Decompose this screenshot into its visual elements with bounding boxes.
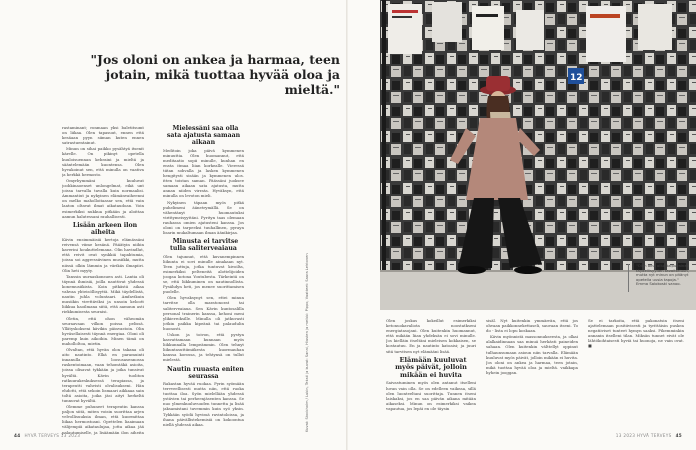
body-paragraph: Omyrbymmäni kuuluvat joohkinaoenset unlongelmat, eikä unt joissa tarvalla tavalla kuin normaalisi. Ammantiut ja nykyinen elämänvaiheenni on melko maholloitaasar sen, että vain laaton oltavat ilmat aikataudoan. Voin esimerkiksi nukkua pitkään ja aloittaa aamun halutessani rauhallisesti. (62, 177, 144, 219)
body-paragraph: sisäl. Nyt kuitenkin ymmärrän, että jos ohvaan paikkonnekettaseli, sauvaan itseni. To do - lista ei lopu koskaan. (486, 318, 578, 334)
left-footer (14, 433, 80, 438)
body-paragraph: Kävin myönnistä massonnukseesta, ja olkai alalkaidinnaan saa minuä herkästi paineiden sahaan. Olen kuitenkin välttellyt oppinut tulhaunsumaan asioun niin tarvalla. Elämään kuuluvat myös päivät, jolloin mikään ei huvita. Jos oloni on ankea ja harmaa, teen jotain, mikä tuottaa hyvää oloa ja mieltä. vaikkapa hyhein jooggan. (486, 334, 578, 375)
section-heading: Mielessäni saa olla sata ajatusta samaan aikaan (166, 125, 241, 147)
body-paragraph: Minun on sihai paikko pysähtyä itsenit kärelle. On pikinyt opetella kuuloisuennan kehraini ja mieltä ja sääntelemään kuontensa. Olen hyvakoinut sen, että minulla on vaativa ja herkkä hermosto. (62, 146, 144, 177)
article-column-2 (163, 125, 244, 435)
body-paragraph: Rakastan hyvää ruokaa. Pyrin syömään tervveellisesti mutta niin, että ruoka tuottaa iloa. Syön mielellään yhdessä ystävien tai perheenjäsenten kanssa. Se nuo ylmenkuuluvuuden tunnetta ja lisää jaksamistani tavemmin kuin syö yksin. Tykkään syödä hyvissä ravintoloissa, ja ihana päivällistekemisiä on kokoontua niellä yhdessä aikaa. (163, 380, 244, 427)
magazine-issue: HYVÄ TERVEYS 13 2023 (24, 433, 81, 438)
page-number: 44 (14, 433, 21, 438)
article-column-5 (486, 318, 578, 433)
photo-credit (305, 212, 313, 432)
right-footer (616, 433, 682, 438)
magazine-issue: 13 2023 HYVÄ TERVEYS (615, 433, 672, 438)
body-paragraph: Oletin, että ohon väheomän seuraavaan vilkon poissa pelissä. Yllätyskokseni kävikin päinvastoin. Olin hyväsellaisesti täynnä energiaa. Oloni oli paremp kuin aikoihin. Minen tämä on maholloltoa, mietin. (62, 315, 144, 346)
body-paragraph: Olen joskus kokeillut esimerkiksi ketonuokavaliota noostatkseni energiatasojani. Olen kuitenkin huomannut, että mikään liian yhdeksän ei sovi minulle. Jos kielläin itseltäni mieleisen kokkaisen, se kostautuu. En ja nautinto katoaisi; ja juuri sitä tarvitsen nyt elämääni lisää. (386, 318, 476, 354)
article-column-6 (588, 318, 684, 433)
caption-rule (628, 264, 629, 292)
svg-text:12: 12 (570, 73, 583, 83)
body-paragraph: Saivastuminen myös olen antanut itselleni luvan vain olla. Se on edelleen vaikeaa, sillä olen luonteeltani suorittaja. Tunnen itseni laiskaksi, jos en saa päivän aikana mitään aikaseksi. Minun on esimerkiksi vaikea vapautua, jos lepäi en ole täysin (386, 380, 476, 411)
body-paragraph: Kävin ensimmäisiä kertoja elämässäni reivensä viime kesänä. Pääätyin niihin kaverini houkuttelemana. Olin havindlut, että reivit ovat synkkiä tapahtumia, joissa soi aggressiivinen musiikki, mutta niissä olkin lämmin ja värikäs ilmapiiri. Olin heti myyty. (62, 237, 144, 273)
photo-caption: "Olen aina ollut taipuvainen täydellisyyden tavoitteluun, mutta nyt minun on pitänyt opetella uusia tapoja." Emma Salokoski sanoo. (636, 263, 690, 287)
section-heading: Minusta ei tarvitse tulla saliterveaiaua (170, 238, 239, 253)
body-paragraph: Tanssin uurnaskonsuen asti. Lantia oli täynnä ihmisiä, joilla nauttivat yhdessä konemusiikista. Koin pitkästä aikaa vahvaa yhteisöllisyyttä. Mikä täydellistä, nautin juhla voluntaari. Amfavikuin musiikin virettäviksi ja unsoin keloott liikkua haoilmana siitä, että aamuun asti riekkumisesta seuraisi. (62, 273, 144, 315)
section-heading: Nautin ruuasta eniten seurassa (167, 365, 244, 380)
body-paragraph: Meditoin joka päivä kymmenen minuuttia. Olen huomannut, että meditaatio sopii minulle, kunhan en ensta itmaa liian korkealle. Vieressä tiitan sohvalla ja lasken kymmenen hengitysti sisään ja kymmenen ulos. itten toistan saman. Päässäni juoksee samaan aikaan sata ajatusta, mutta annan niiden virrata. Hyväksyn, että minulla on levoton mieli. (163, 147, 244, 199)
section-heading: Lisään arkeen ilon aiheita (72, 221, 138, 236)
body-paragraph: Olemme puhuneet terapeutin kanssa paljon siitä, miten voisin suorittaa arjen velvollisuuksia ilman, että kuormittaa liikaa hermostoani. Opettelen liaaimaan välijempiä aikataulujaa, jotta aikaa jää palautumiselle, ja lisäämään ilon aiheita (62, 404, 144, 435)
pull-quote: "Jos oloni on ankea ja harmaa, teen jotain, mikä tuottaa hyvää oloa ja mieltä." (90, 52, 340, 97)
photo-credit-text: Kuvat: Stockholm / Lukin, Teksti ja kuvat: Sanni, Hiusten ja meikki: Pippo, Vaatteet: Saara Lehtonen (305, 253, 309, 432)
body-paragraph: Olen tajunnut, että kuvanempinnen liikunta ei sovi minulle ainakaan nyt. Teen juttuja, jotka tuntuvat kivoilta, esimerkiksi pelteneitä alottelijoiden joogaa kotona Youtubesta. Tärkeintä on se, että liikkuminen on nautinnollista. Pysähdyn heti, jos menee suorittamisen puolelle. (163, 253, 244, 295)
body-paragraph: Se ei tarkoita, että pakonatsin itseni ajattelemaan positiivisesti ja tyrittäisin puskea negatiiviset tunteet hymyn saaksi. Pikemminkin annanin itselleni tilan. Miksän tunnet eivät ole lähtökohtaisesti hyviä tai huonoja, ne vain ovat. ■ (588, 318, 684, 349)
body-paragraph: Uskon ja toivon, että pystyn kasvattamaan kunnaan myös liikkunnalla lempeämmin. Olen tehnyt liikuntasuttiimiikesta kuormauhan kanssa korossa, ja tehtynsä on tullut mielestä. (163, 332, 244, 363)
body-paragraph: Olen hyvaksynyt sen, ettei minun tarvitse olla maratonorat tai saliterveaiaua. Sen Kävin kuntosalilla personal trainerin kanssa, kehoni meni ylikierroksille. Minulla oli jatkuvasti jotkin paikka kipeänä tai palaudulin huonosti. (163, 295, 244, 331)
body-paragraph: rastaminant; ronmaan yksi baletitsumt on liikaa. Olen tapasuut, ennen että kesäaan pyyn siiman kuten ennen satrastuentainut. (62, 125, 144, 146)
body-paragraph: Olvaltan, että hyvän olon takana oli aito nautinto. Elkä en paramuinti innanulla loosusasennossa raskentoimaan, vaan tehomtäkä asioita, joissa olisavat tykkään ja joika tunsivat hyvältä. Kävin tuoliton ratkuurakeskuksessä terapiassa, ja terapeutti vahvisti olvalisukseni. Hän ehdotti, että sekoin lismaari aikkaaa sain toltä asioita, joika jäsi aityt herkeltä tunnuvat hyvältä. (62, 347, 144, 403)
section-heading: Elämään kuuluvat myös päivät, jolloin mikään ei huvita (395, 355, 467, 379)
article-column-1 (62, 125, 144, 435)
page-number: 45 (675, 433, 682, 438)
article-column-4 (386, 318, 476, 433)
body-paragraph: Nykyinen täpaan myös pitkä puhelimeni äänetrymällä. Se on vähentänyt huomautuksi virittymeisyyttäni. Pyrityn taas olemaan rauhassa omien ajatusteni kanssa. Jos oloni on tarpeeksi tuuhallinen, pyrayn lisarin mukaltumaan ilman äänikirjaa. (163, 199, 244, 236)
